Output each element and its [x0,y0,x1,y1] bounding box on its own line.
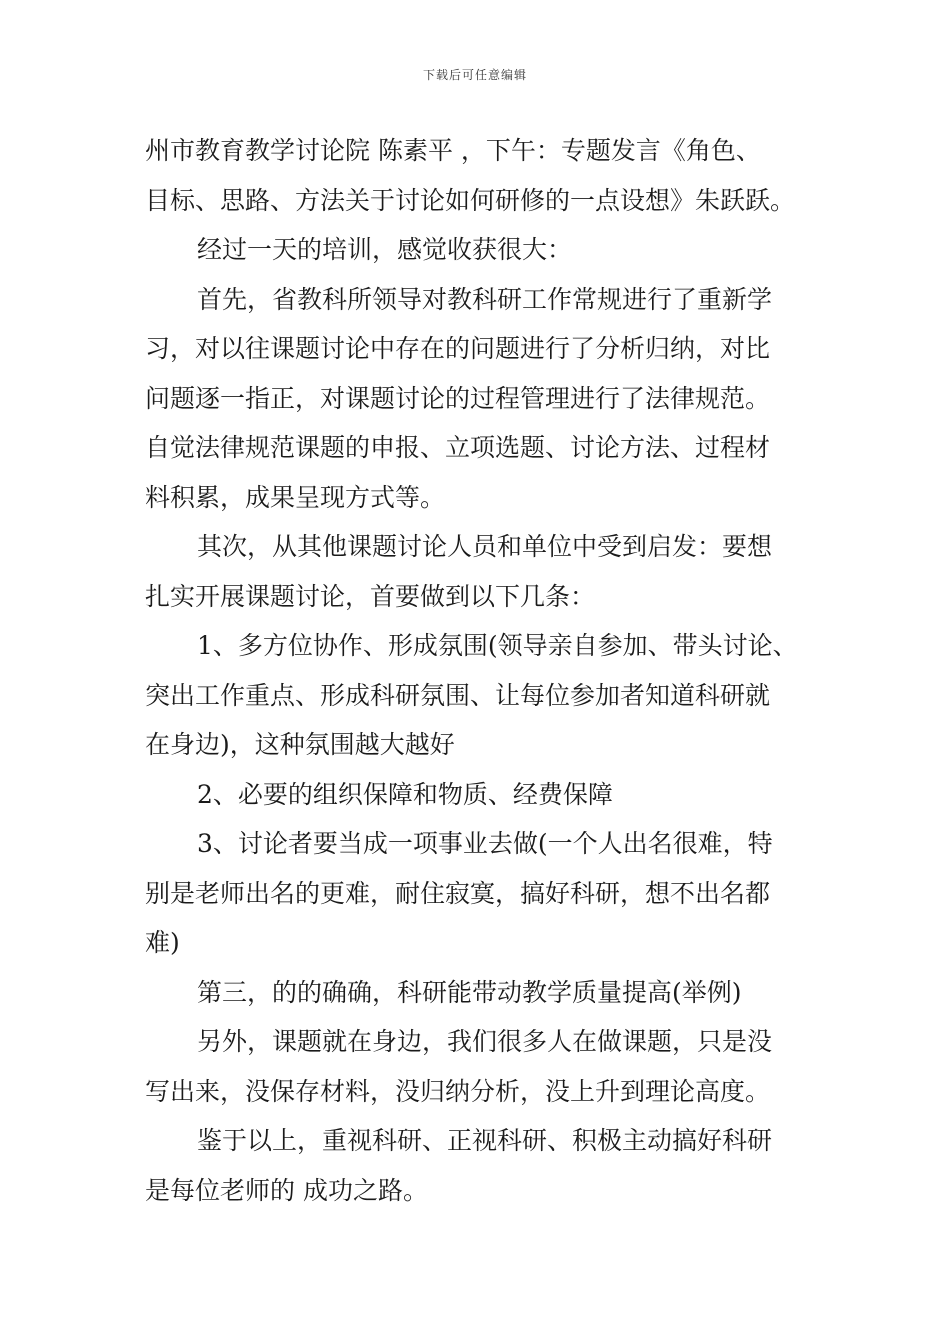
text-line: 第三，的的确确，科研能带动教学质量提高(举例) [197,977,742,1007]
document-body [145,126,825,1215]
text-line: 难) [145,928,180,957]
text-line: 突出工作重点、形成科研氛围、让每位参加者知道科研就 [145,680,771,710]
text-line: 2、必要的组织保障和物质、经费保障 [197,779,613,809]
text-line: 另外，课题就在身边，我们很多人在做课题，只是没 [197,1027,773,1056]
text-line: 是每位老师的 成功之路。 [145,1175,428,1205]
text-line: 别是老师出名的更难，耐住寂寞，搞好科研，想不出名都 [145,878,771,908]
text-line: 其次，从其他课题讨论人员和单位中受到启发：要想 [197,532,773,561]
text-line: 经过一天的培训，感觉收获很大： [197,235,573,264]
text-line: 州市教育教学讨论院 陈素平 ，下午：专题发言《角色、 [145,136,761,165]
page-header: 下载后可任意编辑 [422,68,527,82]
text-line: 问题逐一指正，对课题讨论的过程管理进行了法律规范。 [145,383,771,413]
text-line: 写出来，没保存材料，没归纳分析，没上升到理论高度。 [145,1076,771,1106]
text-line: 料积累，成果呈现方式等。 [145,482,446,512]
text-line: 3、讨论者要当成一项事业去做(一个人出名很难，特 [197,829,773,858]
text-line: 在身边)，这种氛围越大越好 [145,730,455,759]
text-line: 鉴于以上，重视科研、正视科研、积极主动搞好科研 [197,1126,773,1155]
text-line: 目标、思路、方法关于讨论如何研修的一点设想》朱跃跃。 [145,185,796,215]
text-line: 自觉法律规范课题的申报、立项选题、讨论方法、过程材 [145,433,771,462]
text-line: 习，对以往课题讨论中存在的问题进行了分析归纳，对比 [145,334,771,363]
text-line: 1、多方位协作、形成氛围(领导亲自参加、带头讨论、 [197,631,798,660]
text-line: 首先，省教科所领导对教科研工作常规进行了重新学 [197,284,773,314]
text-line: 扎实开展课题讨论，首要做到以下几条： [145,581,596,611]
